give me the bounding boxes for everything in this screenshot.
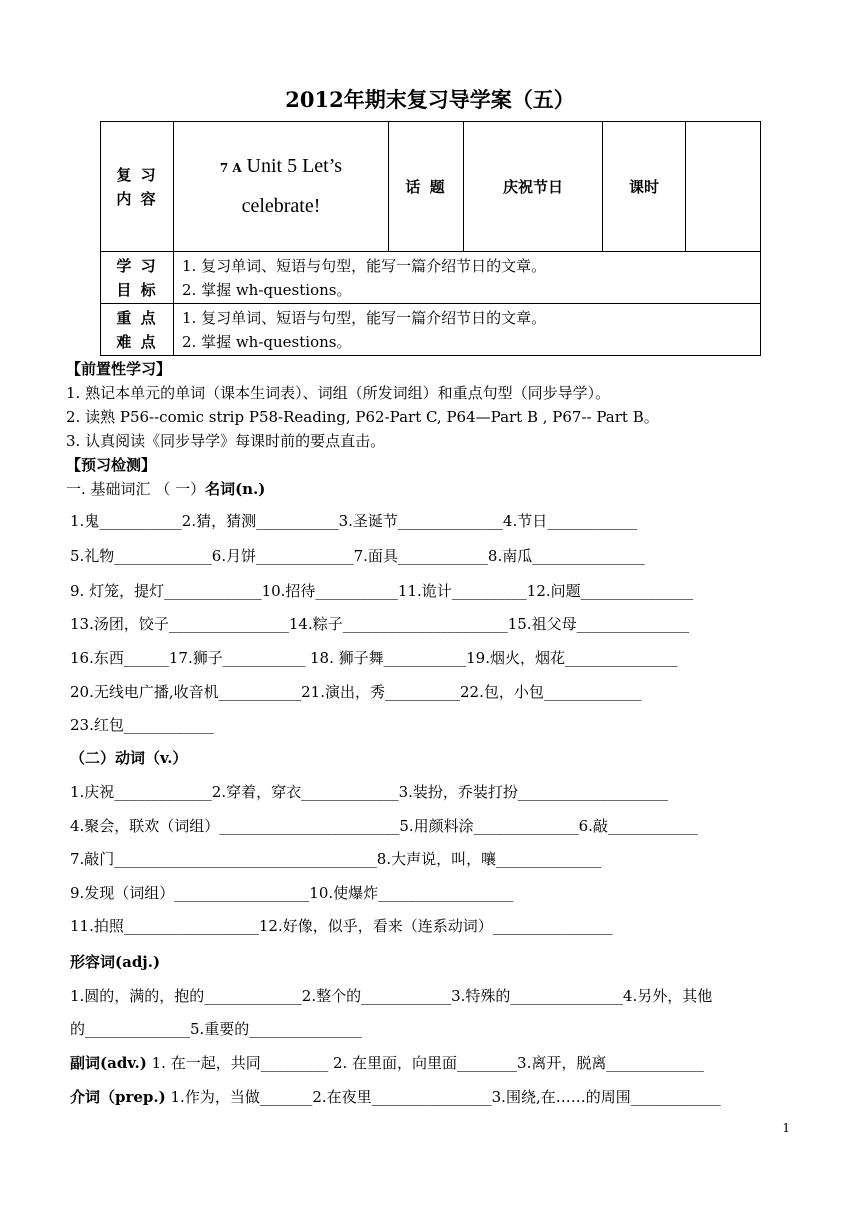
preposition-line: 介词（prep.) 1.作为，当做_______2.在夜里________________3.围绕,在……的周围____________	[70, 1088, 721, 1106]
key-item: 1. 复习单词、短语与句型，能写一篇介绍节日的文章。	[182, 308, 547, 327]
unit-prefix: 7 A	[219, 161, 242, 175]
period-label: 课时	[603, 122, 686, 252]
verb-line: 9.发现（词组）__________________10.使爆炸__________________	[70, 884, 514, 902]
goal-item: 1. 复习单词、短语与句型，能写一篇介绍节日的文章。	[182, 256, 547, 275]
pre-study-item: 3. 认真阅读《同步导学》每课时前的要点直击。	[66, 432, 386, 450]
noun-line: 23.红包____________	[70, 716, 214, 734]
verb-line: 4.聚会，联欢（词组）________________________5.用颜料涂______________6.敲____________	[70, 817, 698, 835]
verb-line: 1.庆祝_____________2.穿着，穿衣_____________3.装扮，乔装打扮____________________	[70, 783, 668, 801]
adj-heading: 形容词(adj.)	[70, 953, 161, 971]
verb-line: 7.敲门___________________________________8.大声说，叫，嚷______________	[70, 850, 602, 868]
goals-text	[174, 252, 761, 304]
unit-title	[174, 122, 389, 252]
pre-study-item: 1. 熟记本单元的单词（课本生词表）、词组（所发词组）和重点句型（同步导学）。	[66, 384, 611, 402]
unit-line-2: celebrate!	[241, 195, 321, 217]
topic-label: 话 题	[389, 122, 464, 252]
pre-study-heading: 【前置性学习】	[66, 360, 172, 378]
noun-line: 16.东西______17.狮子___________ 18. 狮子舞___________19.烟火，烟花_______________	[70, 649, 678, 667]
adj-line: 的______________5.重要的_______________	[70, 1020, 362, 1038]
goal-item: 2. 掌握 wh-questions。	[182, 280, 352, 299]
noun-line: 13.汤团，饺子________________14.粽子______________________15.祖父母_______________	[70, 615, 690, 633]
pre-study-item: 2. 读熟 P56--comic strip P58-Reading, P62-Part C, P64—Part B , P67-- Part B。	[66, 408, 659, 426]
page-number: 1	[782, 1121, 790, 1135]
unit-line-1: Unit 5 Let’s	[246, 155, 343, 177]
header-table	[100, 121, 761, 356]
key-points-label: 重 点 难 点	[101, 304, 174, 356]
topic-value: 庆祝节日	[464, 122, 603, 252]
verbs-heading: （二）动词（v.）	[70, 749, 188, 767]
adj-line: 1.圆的，满的，抱的_____________2.整个的____________3.特殊的_______________4.另外，其他	[70, 987, 713, 1005]
noun-line: 20.无线电广播,收音机___________21.演出，秀__________22.包，小包_____________	[70, 683, 642, 701]
goals-label: 学 习 目 标	[101, 252, 174, 304]
check-heading: 【预习检测】	[66, 456, 157, 474]
key-points-text	[174, 304, 761, 356]
noun-line: 1.鬼___________2.猜，猜测___________3.圣诞节______________4.节日____________	[70, 512, 638, 530]
review-content-label: 复 习 内 容	[101, 122, 174, 252]
noun-line: 9. 灯笼，提灯_____________10.招待___________11.诡计__________12.问题_______________	[70, 582, 694, 600]
noun-line: 5.礼物_____________6.月饼_____________7.面具____________8.南瓜_______________	[70, 547, 645, 565]
key-item: 2. 掌握 wh-questions。	[182, 332, 352, 351]
page-title: 2012年期末复习导学案（五）	[285, 87, 575, 112]
section-1-heading: 一. 基础词汇 （ 一）名词(n.)	[66, 480, 266, 498]
verb-line: 11.拍照__________________12.好像，似乎，看来（连系动词）________________	[70, 917, 613, 935]
adverb-line: 副词(adv.) 1. 在一起，共同_________ 2. 在里面，向里面________3.离开，脱离_____________	[70, 1054, 704, 1072]
period-value	[686, 122, 761, 252]
